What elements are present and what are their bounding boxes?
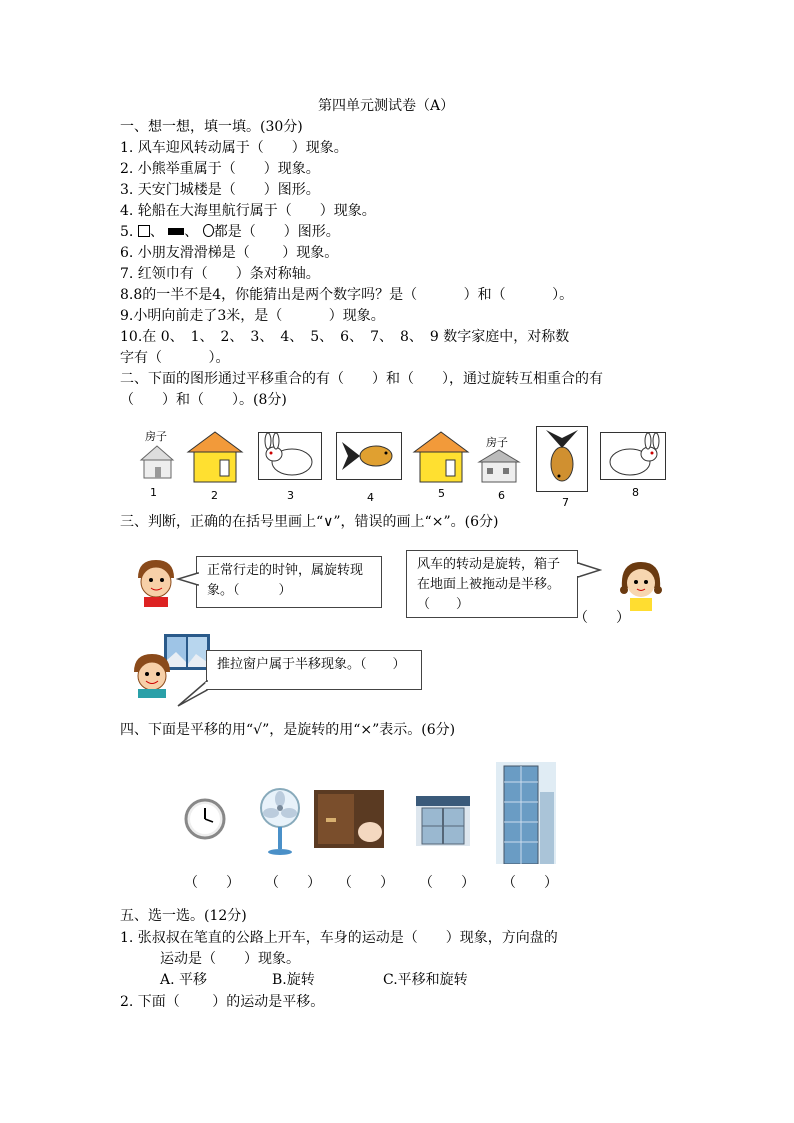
house-icon-5 xyxy=(412,430,470,484)
circle-shape-icon xyxy=(203,224,214,237)
question-7: 7. 红领巾有（ ）条对称轴。 xyxy=(120,266,320,282)
picture-number-7: 7 xyxy=(562,496,569,509)
bubble-tail-1 xyxy=(176,572,200,586)
picture-number-8: 8 xyxy=(632,486,639,499)
bubble-tail-2 xyxy=(576,562,602,578)
option-a: A. 平移 xyxy=(160,972,208,988)
picture-number-1: 1 xyxy=(150,486,157,499)
answer-paren-right: （ ） xyxy=(574,610,630,626)
house-label-1: 房子 xyxy=(145,430,167,443)
question-9: 9.小明向前走了3米，是（ ）现象。 xyxy=(120,308,385,324)
question-10-line1: 10.在 0、 1、 2、 3、 4、 5、 6、 7、 8、 9 数字家庭中，对称数 xyxy=(120,329,570,345)
picture-number-2: 2 xyxy=(211,489,218,502)
answer-paren-elevator: （ ） xyxy=(502,875,558,891)
page-title: 第四单元测试卷（A） xyxy=(318,98,455,114)
picture-number-4: 4 xyxy=(367,491,374,504)
section5-question-1-line2: 运动是（ ）现象。 xyxy=(160,951,300,967)
section2-line2: （ ）和（ ）。(8分) xyxy=(120,392,287,408)
answer-paren-drawer: （ ） xyxy=(338,875,394,891)
rabbit-icon-3 xyxy=(258,432,322,480)
boy-avatar-icon-2 xyxy=(128,650,178,698)
bubble-tail-3 xyxy=(176,680,210,708)
answer-paren-fan: （ ） xyxy=(265,875,321,891)
elevator-tower-icon xyxy=(496,762,556,864)
section4-heading: 四、下面是平移的用“√”，是旋转的用“×”表示。(6分) xyxy=(120,722,456,738)
rectangle-shape-icon xyxy=(168,228,184,235)
section3-heading: 三、判断，正确的在括号里画上“∨”，错误的画上“×”。(6分) xyxy=(120,514,499,530)
option-b: B.旋转 xyxy=(272,972,315,988)
house-label-6: 房子 xyxy=(486,436,508,449)
girl-avatar-icon xyxy=(616,558,666,612)
house-sketch-icon xyxy=(137,440,179,482)
question-6: 6. 小朋友滑滑梯是（ ）现象。 xyxy=(120,245,339,261)
rabbit-icon-8 xyxy=(600,432,666,480)
answer-paren-door: （ ） xyxy=(419,875,475,891)
picture-number-5: 5 xyxy=(438,487,445,500)
option-c: C.平移和旋转 xyxy=(383,972,468,988)
goldfish-rotated-icon-7 xyxy=(536,426,588,492)
question-3: 3. 天安门城楼是（ ）图形。 xyxy=(120,182,320,198)
electric-fan-icon xyxy=(256,786,304,856)
drawer-photo-icon xyxy=(314,790,384,848)
house-sketch-icon-6 xyxy=(477,446,521,486)
goldfish-icon-4 xyxy=(336,432,402,480)
section5-question-2: 2. 下面（ ）的运动是平移。 xyxy=(120,994,325,1010)
section2-line1: 二、下面的图形通过平移重合的有（ ）和（ ），通过旋转互相重合的有 xyxy=(120,371,603,387)
clock-icon xyxy=(184,798,226,840)
picture-number-3: 3 xyxy=(287,489,294,502)
section5-question-1-line1: 1. 张叔叔在笔直的公路上开车，车身的运动是（ ）现象，方向盘的 xyxy=(120,930,558,946)
question-8: 8.8的一半不是4，你能猜出是两个数字吗？是（ ）和（ ）。 xyxy=(120,287,574,303)
question-1: 1. 风车迎风转动属于（ ）现象。 xyxy=(120,140,348,156)
section1-heading: 一、想一想，填一填。(30分) xyxy=(120,119,303,135)
question-2: 2. 小熊举重属于（ ）现象。 xyxy=(120,161,320,177)
answer-paren-clock: （ ） xyxy=(184,875,240,891)
question-4: 4. 轮船在大海里航行属于（ ）现象。 xyxy=(120,203,376,219)
question-10-line2: 字有（ ）。 xyxy=(120,350,230,366)
question-5-number: 5. xyxy=(120,224,134,240)
house-icon-2 xyxy=(186,430,244,484)
revolving-door-icon xyxy=(416,796,470,846)
speech-bubble-1: 正常行走的时钟，属旋转现象。（ ） xyxy=(196,556,382,608)
boy-avatar-icon xyxy=(132,556,180,608)
square-shape-icon xyxy=(138,225,150,237)
speech-bubble-3: 推拉窗户属于半移现象。（ ） xyxy=(206,650,422,690)
picture-number-6: 6 xyxy=(498,489,505,502)
section5-heading: 五、选一选。(12分) xyxy=(120,908,247,924)
speech-bubble-2: 风车的转动是旋转，箱子在地面上被拖动是半移。（ ） xyxy=(406,550,578,618)
question-5: 5. 、 、 都是（ ）图形。 xyxy=(120,224,340,240)
